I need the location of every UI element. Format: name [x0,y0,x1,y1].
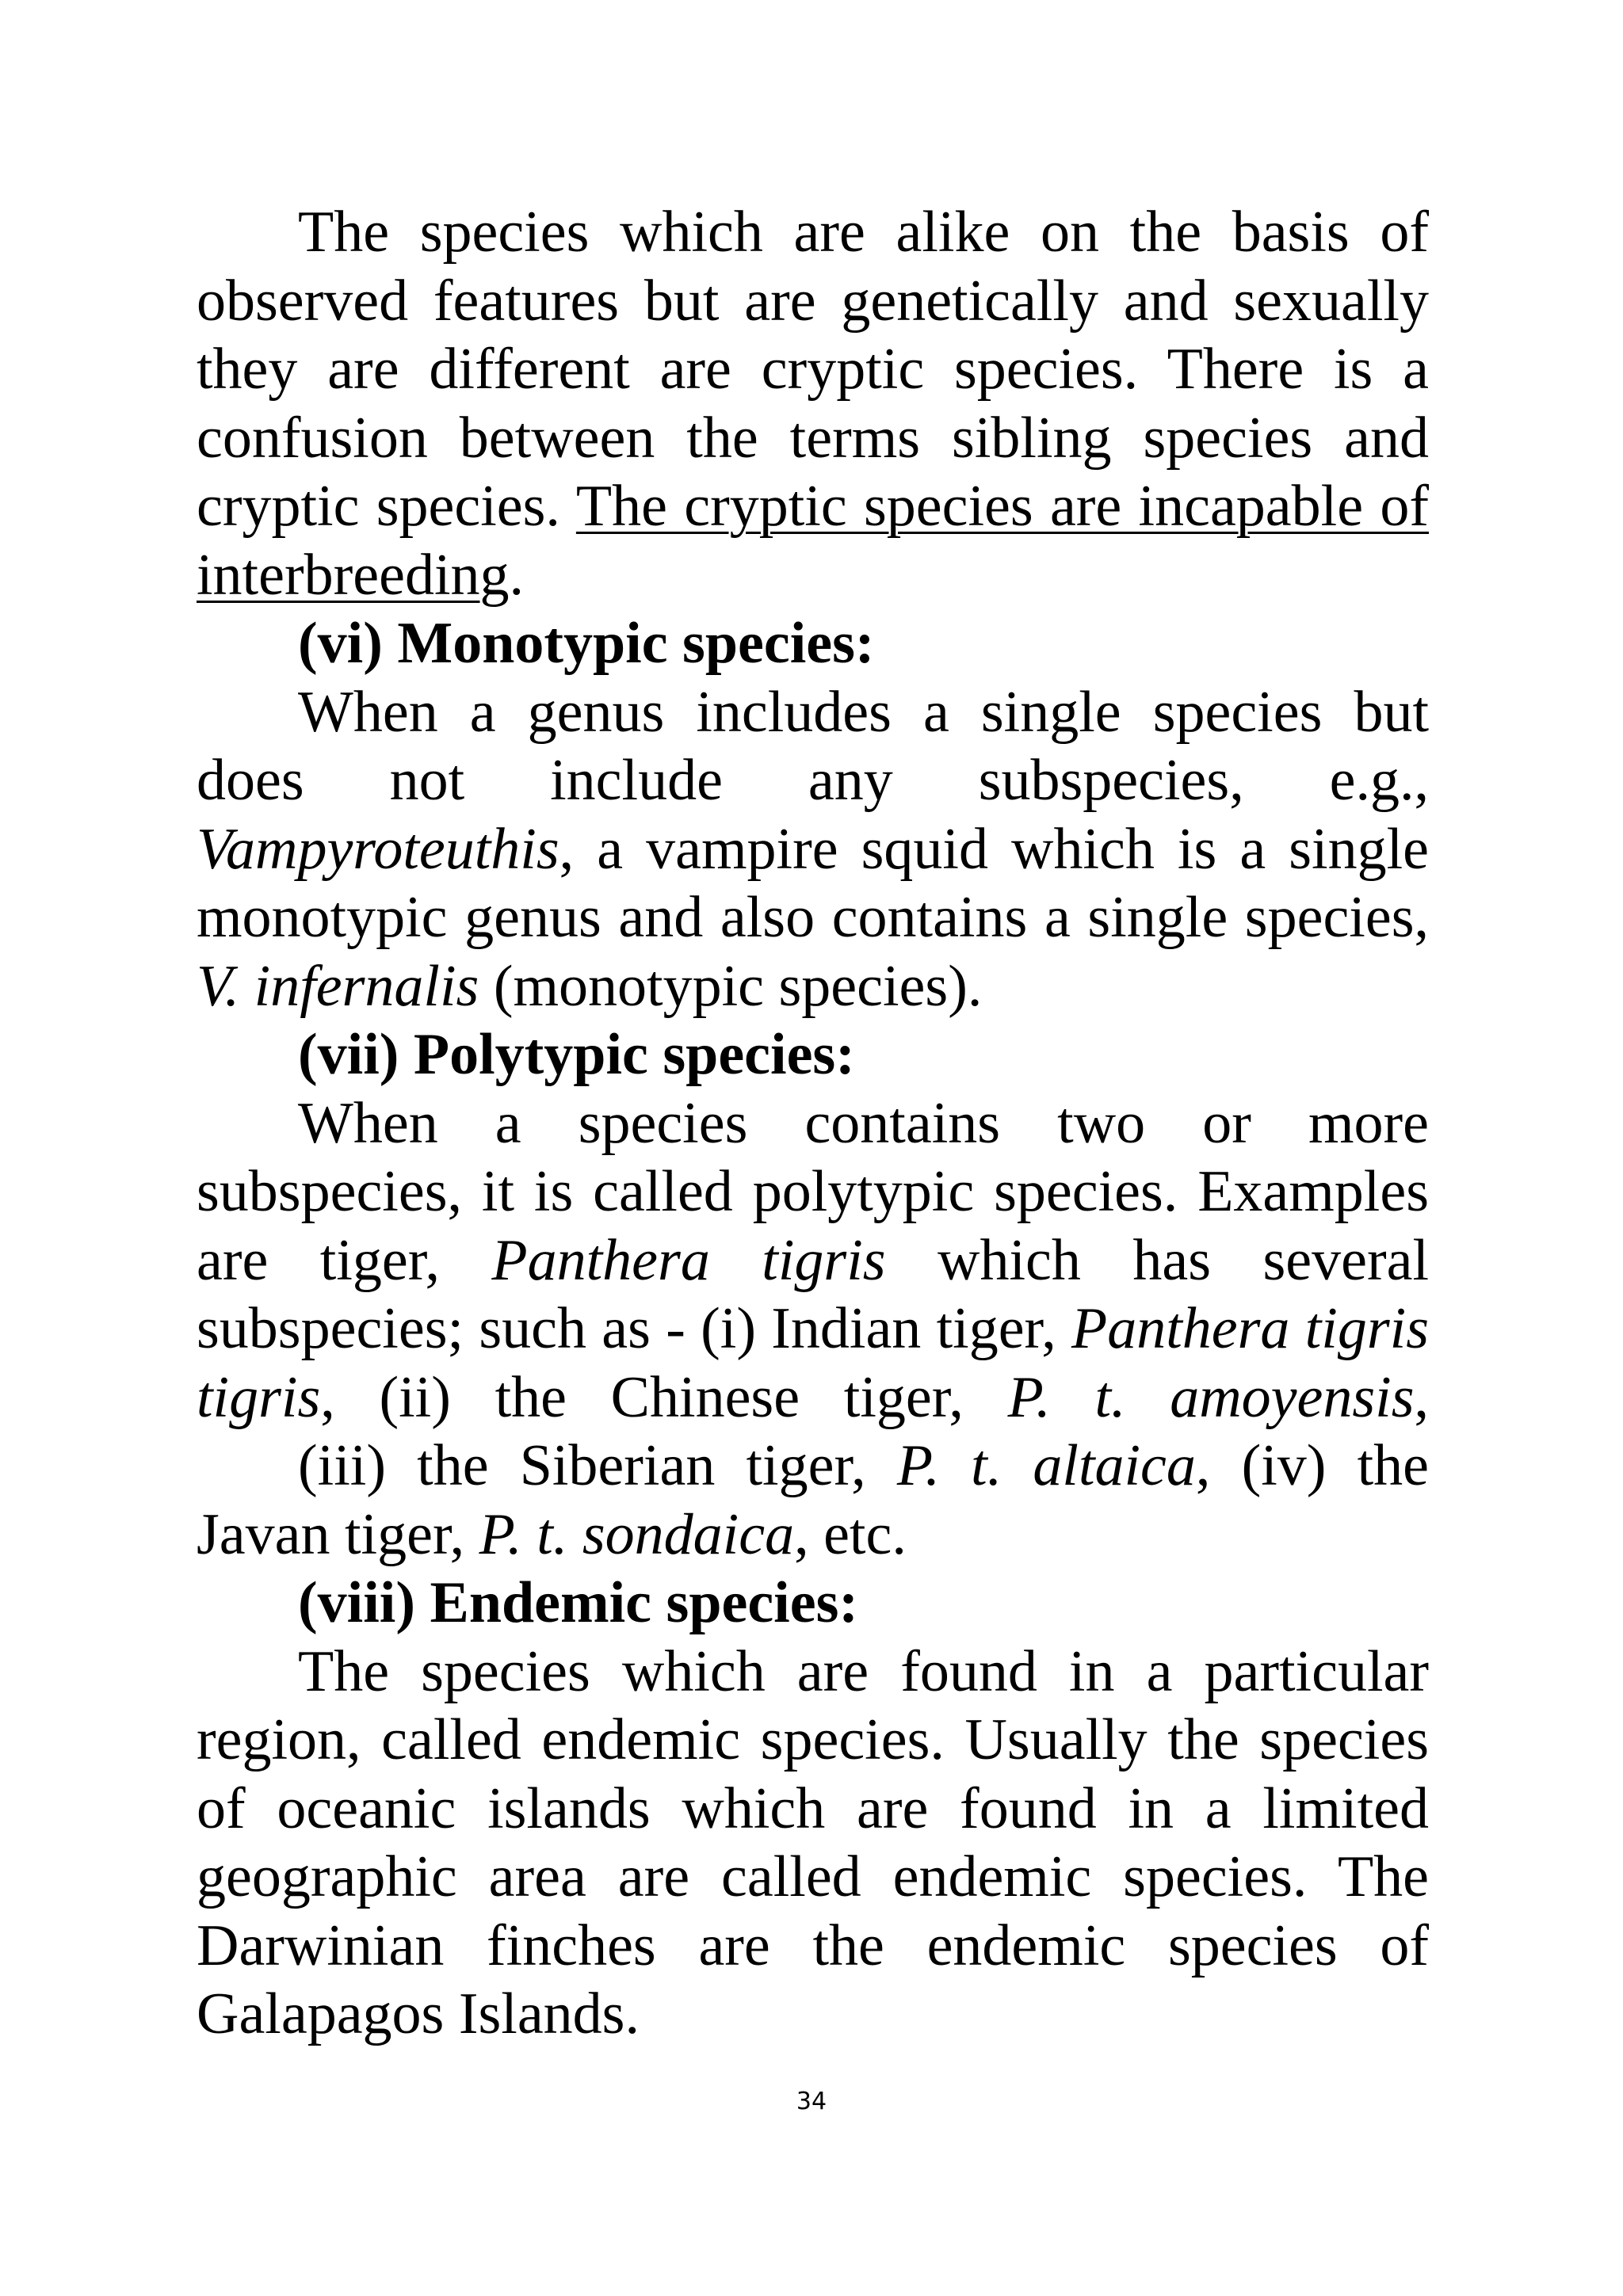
species-name: V. infernalis [197,953,479,1019]
heading-monotypic-species: (vi) Monotypic species: [298,611,875,676]
page-body [197,198,1429,2049]
monotypic-text-2: , a vampire squid which is a single monotypic genus and also contains a single species, [197,816,1429,950]
polytypic-text-7: , etc. [794,1501,907,1567]
polytypic-text-3: , (ii) the Chinese tiger, [320,1364,1008,1430]
subspecies-name: P. t. amoyensis [1007,1364,1415,1430]
paragraph-cryptic-species [197,198,1429,609]
heading-polytypic-species: (vii) Polytypic species: [298,1022,855,1087]
polytypic-text-5: (iii) the Siberian tiger, [298,1433,897,1498]
species-name: Panthera tigris [491,1227,886,1293]
genus-name: Vampyroteuthis [197,816,559,882]
monotypic-text-1: When a genus includes a single species but does not include any subspecies, e.g., [197,679,1429,813]
subspecies-name: P. t. altaica [896,1433,1196,1498]
heading-endemic-species: (viii) Endemic species: [298,1570,859,1635]
polytypic-text-2: which has several subspecies; such as - (i) Indian tiger, [197,1227,1429,1361]
paragraph-monotypic-species [197,678,1429,1021]
polytypic-text-6: , (iv) the Javan tiger, [197,1433,1429,1567]
paragraph-polytypic-species-b [197,1432,1429,1569]
polytypic-text-4: , [1414,1364,1430,1430]
polytypic-text-1: When a species contains two or more subspecies, it is called polytypic species. Examples are tiger, [197,1090,1429,1293]
subspecies-name: Panthera tigris tigris [197,1296,1429,1430]
paragraph-polytypic-species-a [197,1089,1429,1432]
monotypic-text-3: (monotypic species). [479,953,983,1019]
paragraph-endemic-species: The species which are found in a particular region, called endemic species. Usually the species of oceanic islands which are found in a limited geographic area are called endemic species. The Darwinian finches are the endemic species of Galapagos Islands. [197,1638,1429,2046]
cryptic-text: The species which are alike on the basis of observed features but are genetically and sexually they are different are cryptic species. There is a confusion between the terms sibling species and cryptic species. [197,200,1429,539]
underlined-sentence: The cryptic species are incapable of interbreeding [197,474,1429,608]
page-number: 34 [796,2088,827,2115]
cryptic-end: . [509,542,524,608]
subspecies-name: P. t. sondaica [479,1501,795,1567]
